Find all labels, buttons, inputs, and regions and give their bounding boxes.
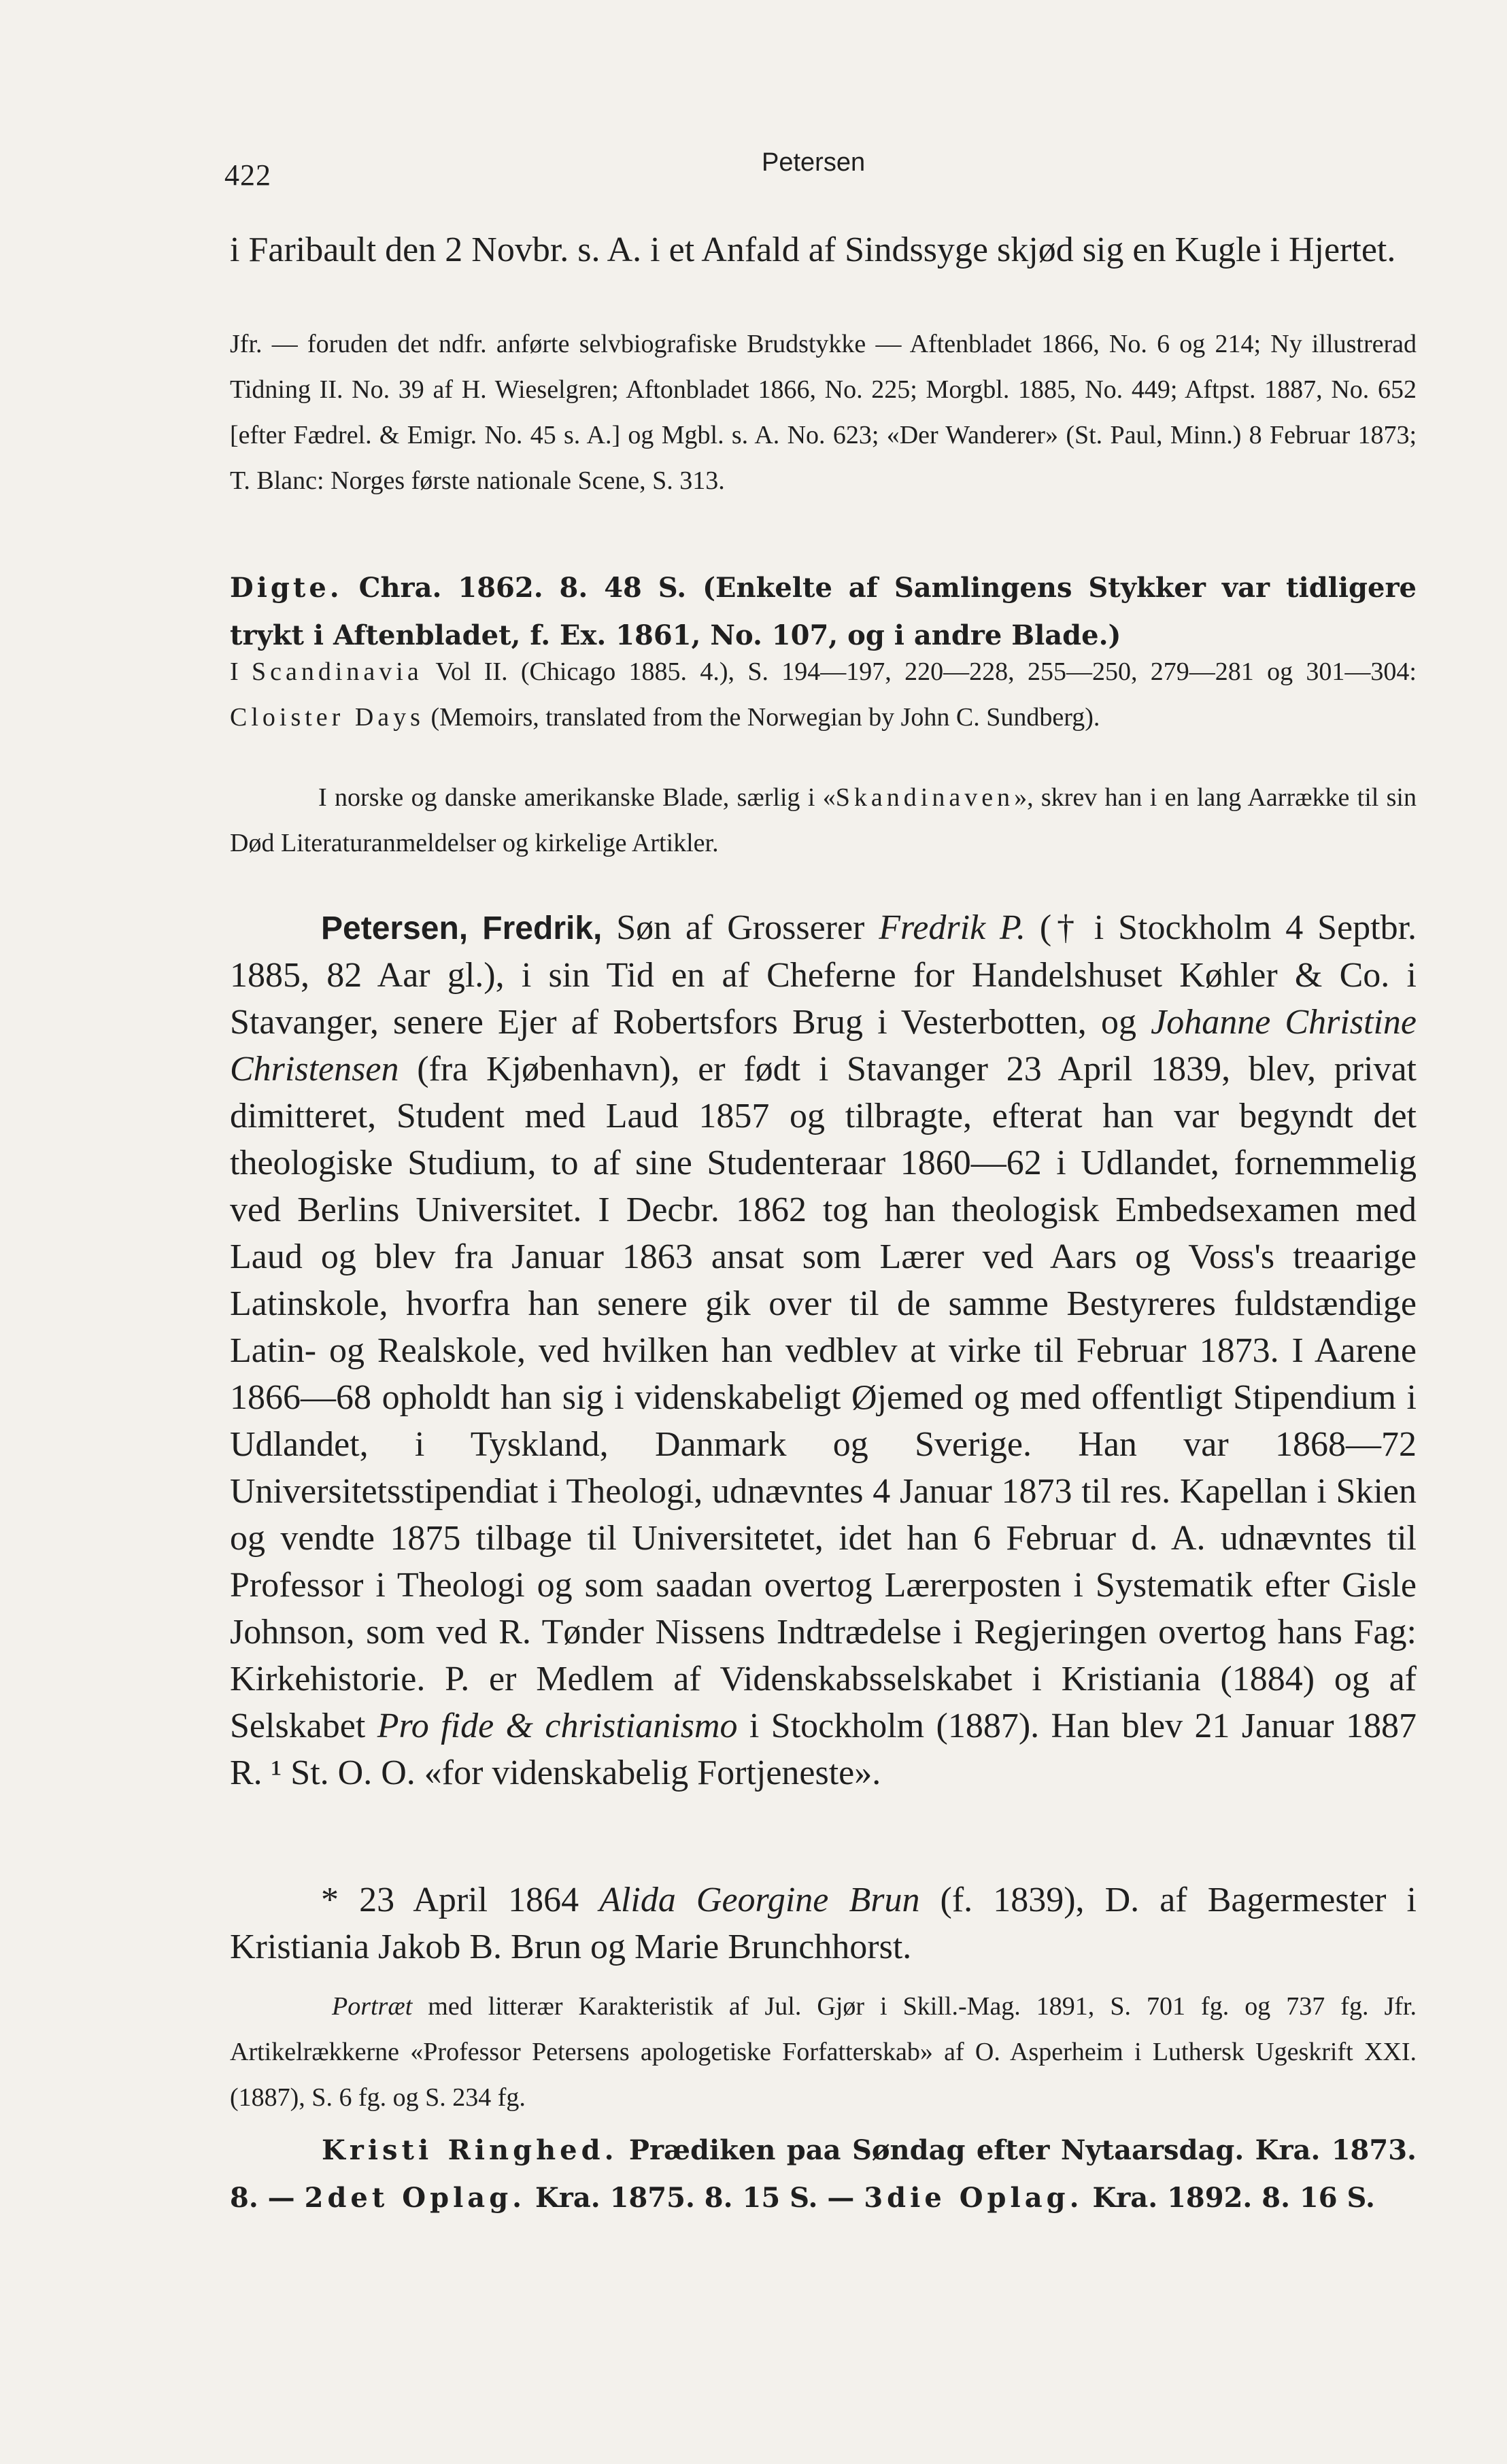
works-title: Digte.: [230, 572, 343, 604]
entry-text: (fra Kjøbenhavn), er født i Stavanger 23 April 1839, blev, privat dimitteret, Student med Laud 1857 og tilbragte, efterat han var begyndt det theologiske Studium, to af sine Studenteraar 1860—62 i Udlandet, fornemmelig ved Berlins Universitet. I Decbr. 1862 tog han theologisk Embedsexamen med Laud og blev fra Januar 1863 ansat som Lærer ved Aars og Voss's treaarige Latinskole, hvorfra han senere gik over til de samme Bestyreres fuldstændige Latin- og Realskole, ved hvilken han vedblev at virke til Februar 1873. I Aarene 1866—68 opholdt han sig i videnskabeligt Øjemed og med offentligt Stipendium i Udlandet, i Tyskland, Danmark og Sverige. Han var 1868—72 Universitetsstipendiat i Theologi, udnævntes 4 Januar 1873 til res. Kapellan i Skien og vendte 1875 tilbage til Universitetet, idet han 6 Februar d. A. udnævntes til Professor i Theologi og som saadan overtog Lærerposten i Systematik efter Gisle Johnson, som ved R. Tønder Nissens Indtrædelse i Regjeringen overtog hans Fag: Kirkehistorie. P. er Medlem af Videnskabsselskabet i Kristiania (1884) og af Selskabet: [230, 1050, 1417, 1745]
marriage-text: 23 April 1864: [339, 1881, 600, 1919]
prev-entry-norske: [230, 775, 1417, 866]
works-details: Chra. 1862. 8. 48 S. (Enkelte af Samlingens Stykker var tidligere trykt i Aftenbladet, f. Ex. 1861, No. 107, og i andre Blade.): [230, 572, 1417, 651]
scandinavia-title: Scandinavia: [251, 657, 423, 686]
third-edition-label: 3die Oplag.: [864, 2182, 1083, 2214]
portrait-label: Portræt: [332, 1992, 413, 2021]
prev-entry-ending: [230, 226, 1417, 275]
third-edition-details: Kra. 1892. 8. 16 S.: [1083, 2182, 1375, 2214]
references-text: Jfr. — foruden det ndfr. anførte selvbiografiske Brudstykke — Aftenbladet 1866, No. 6 og 214; Ny illustrerad Tidning II. No. 39 af H. Wieselgren; Aftonbladet 1866, No. 225; Morgbl. 1885, No. 449; Aftpst. 1887, No. 652 [efter Fædrel. & Emigr. No. 45 s. A.] og Mgbl. s. A. No. 623; «Der Wanderer» (St. Paul, Minn.) 8 Februar 1873; T. Blanc: Norges første nationale Scene, S. 313.: [230, 330, 1417, 495]
entry-works: [230, 2127, 1417, 2222]
marriage-paragraph: [230, 1877, 1417, 1970]
prev-entry-line: i Faribault den 2 Novbr. s. A. i et Anfald af Sindssyge skjød sig en Kugle i Hjertet.: [230, 230, 1396, 269]
norske-text-a: I norske og danske amerikanske Blade, særlig i «: [318, 783, 836, 812]
portrait-paragraph: [230, 1984, 1417, 2121]
scandinavia-prefix: I: [230, 657, 239, 686]
running-title: Petersen: [762, 148, 866, 177]
entry-text: i Stockholm (1887). Han blev 21 Januar 1887 R. ¹ St. O. O. «for videnskabelig Fortjeneste».: [230, 1707, 1417, 1792]
portrait-text: med litterær Karakteristik af Jul. Gjør i Skill.-Mag. 1891, S. 701 fg. og 737 fg. Jfr. Artikelrækkerne «Professor Petersens apologetiske Forfatterskab» af O. Asperheim i Luthersk Ugeskrift XXI. (1887), S. 6 fg. og S. 234 fg.: [230, 1992, 1417, 2112]
works-details: Prædiken paa Søndag efter Nytaarsdag. Kra. 1873. 8. —: [230, 2134, 1417, 2214]
works-title: Kristi Ringhed.: [322, 2134, 618, 2166]
skandinaven-title: Skandinaven: [835, 783, 1015, 812]
second-edition-details: Kra. 1875. 8. 15 S. —: [526, 2182, 864, 2214]
marriage-star: *: [321, 1881, 339, 1919]
wife-name: Alida Georgine Brun: [599, 1881, 920, 1919]
marriage-text: (f. 1839), D. af Bagermester i Kristiania Jakob B. Brun og Marie Brunchhorst.: [230, 1881, 1417, 1966]
cloister-days-title: Cloister Days: [230, 703, 424, 732]
father-name: Fredrik P.: [879, 908, 1026, 947]
entry-headword: Petersen, Fredrik,: [321, 910, 603, 946]
entry-body: [230, 904, 1417, 1796]
second-edition-label: 2det Oplag.: [304, 2182, 526, 2214]
entry-text: († i Stockholm 4 Septbr. 1885, 82 Aar gl.), i sin Tid en af Cheferne for Handelshuset Køhler & Co. i Stavanger, senere Ejer af Robertsfors Brug i Vesterbotten, og: [230, 908, 1417, 1042]
norske-text-b: », skrev han i en lang Aarrække til sin Død Literaturanmeldelser og kirkelige Artikler.: [230, 783, 1417, 857]
prev-entry-references: [230, 322, 1417, 504]
page-number: 422: [224, 158, 271, 192]
society-name: Pro fide & christianismo: [377, 1707, 738, 1745]
prev-entry-works: [230, 564, 1417, 660]
mother-name: Johanne Christine Christensen: [230, 1003, 1417, 1089]
prev-entry-scandinavia: [230, 649, 1417, 740]
scandinavia-details: Vol II. (Chicago 1885. 4.), S. 194—197, 220—228, 255—250, 279—281 og 301—304:: [435, 657, 1417, 686]
cloister-days-details: (Memoirs, translated from the Norwegian by John C. Sundberg).: [430, 703, 1100, 732]
entry-text: Søn af Grosserer: [602, 908, 879, 947]
